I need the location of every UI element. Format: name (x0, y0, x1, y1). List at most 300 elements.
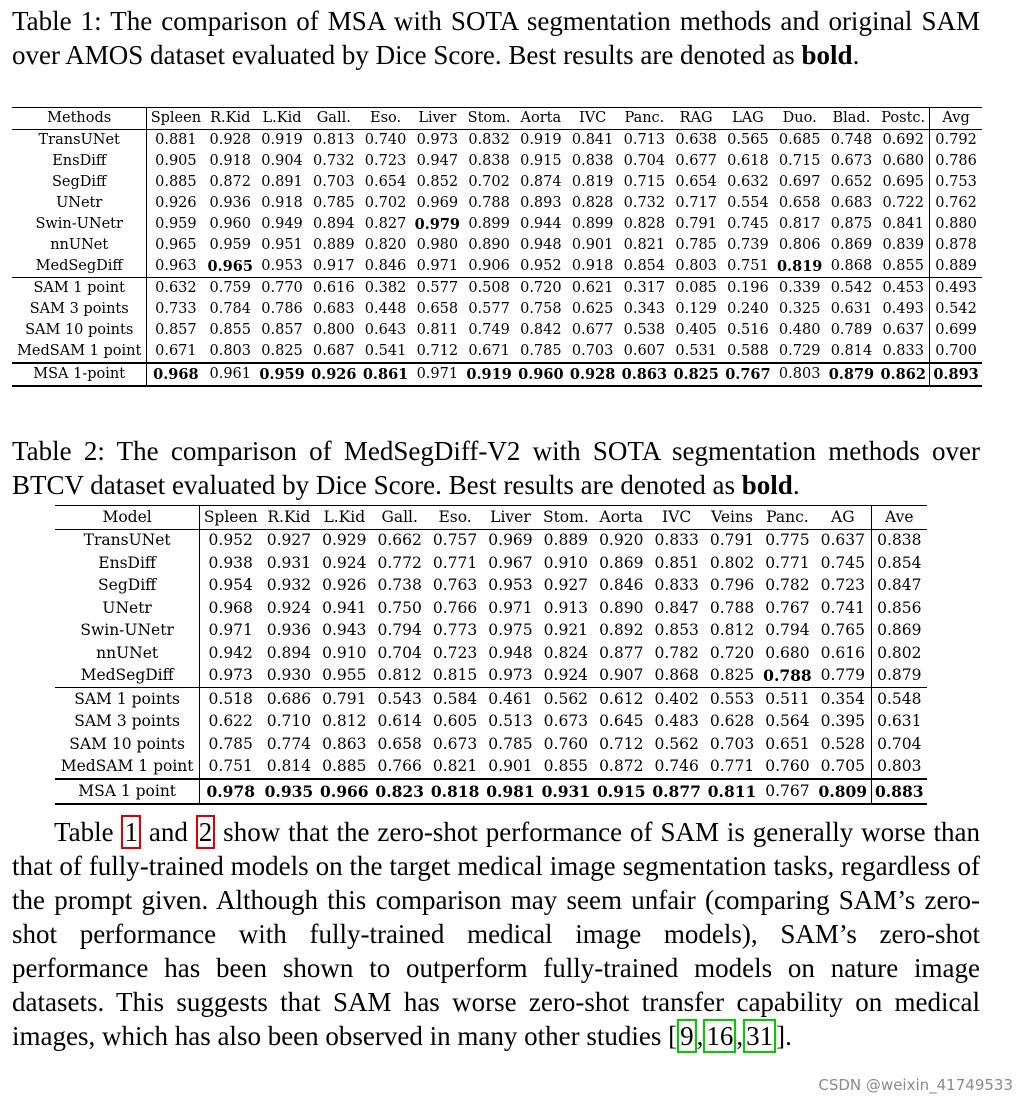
score-cell: 0.448 (364, 301, 407, 317)
score-cell: 0.869 (877, 621, 922, 640)
method-name: SAM 10 points (12, 320, 147, 341)
score-cell: 0.779 (815, 665, 871, 688)
score-cell: 0.811 (416, 322, 459, 338)
score-cell: 0.906 (468, 258, 510, 274)
column-header: Liver (490, 507, 531, 526)
citation-link-9[interactable]: 9 (677, 1019, 697, 1053)
score-cell: 0.935 (261, 779, 316, 804)
score-cell: 0.702 (364, 195, 407, 211)
score-cell: 0.806 (778, 237, 821, 253)
column-header: Eso. (369, 110, 402, 126)
score-cell: 0.944 (520, 216, 562, 232)
score-cell: 0.847 (654, 598, 699, 617)
score-cell: 0.699 (935, 322, 977, 338)
score-cell: 0.621 (567, 278, 619, 300)
score-cell: 0.763 (432, 576, 478, 595)
score-cell: 0.772 (377, 553, 422, 572)
table-row (12, 130, 982, 152)
watermark: CSDN @weixin_41749533 (818, 1076, 1013, 1094)
score-cell: 0.765 (815, 620, 871, 643)
column-header: RAG (679, 110, 713, 126)
score-cell: 0.872 (599, 757, 644, 776)
score-cell: 0.723 (432, 643, 478, 662)
score-cell: 0.343 (623, 301, 666, 317)
score-cell: 0.960 (209, 216, 252, 232)
score-cell: 0.680 (765, 643, 810, 662)
score-cell: 0.773 (432, 621, 478, 640)
score-cell: 0.891 (261, 174, 303, 190)
table1-caption-bold: bold (801, 40, 853, 70)
score-cell: 0.899 (468, 216, 510, 232)
score-cell: 0.771 (432, 553, 478, 572)
score-cell: 0.614 (377, 712, 422, 731)
score-cell: 0.890 (468, 237, 510, 253)
score-cell: 0.862 (877, 363, 929, 386)
score-cell: 0.382 (360, 278, 412, 300)
table-row (55, 733, 927, 756)
method-name: MedSAM 1 point (12, 341, 147, 363)
score-cell: 0.767 (722, 363, 774, 386)
score-cell: 0.959 (209, 237, 252, 253)
score-cell: 0.907 (599, 666, 644, 685)
score-cell: 0.767 (760, 779, 815, 804)
table2-caption (12, 434, 980, 502)
score-cell: 0.704 (377, 643, 422, 662)
method-name: MedSAM 1 point (55, 756, 200, 780)
score-cell: 0.874 (520, 174, 562, 190)
score-cell: 0.942 (208, 643, 253, 662)
score-cell: 0.643 (364, 322, 407, 338)
citation-link-31[interactable]: 31 (743, 1019, 776, 1053)
score-cell: 0.905 (155, 153, 197, 169)
score-cell: 0.461 (483, 688, 538, 711)
score-cell: 0.453 (877, 278, 929, 300)
score-cell: 0.915 (520, 153, 562, 169)
score-cell: 0.616 (308, 278, 360, 300)
score-cell: 0.483 (654, 712, 699, 731)
table1-caption-end: . (852, 40, 860, 70)
score-cell: 0.892 (599, 621, 644, 640)
score-cell: 0.748 (830, 132, 873, 148)
score-cell: 0.760 (765, 757, 810, 776)
score-cell: 0.794 (377, 621, 422, 640)
score-cell: 0.543 (372, 688, 427, 711)
method-name: Swin-UNetr (12, 214, 147, 235)
score-cell: 0.953 (488, 576, 533, 595)
score-cell: 0.959 (155, 216, 197, 232)
column-header: IVC (578, 110, 607, 126)
score-cell: 0.722 (877, 193, 929, 214)
score-cell: 0.717 (675, 195, 717, 211)
score-cell: 0.894 (266, 643, 312, 662)
score-cell: 0.673 (543, 712, 589, 731)
score-cell: 0.759 (204, 278, 256, 300)
score-cell: 0.738 (377, 576, 422, 595)
score-cell: 0.839 (877, 235, 929, 256)
score-cell: 0.969 (488, 531, 533, 550)
score-cell: 0.767 (765, 598, 810, 617)
score-cell: 0.965 (207, 258, 253, 275)
score-cell: 0.723 (815, 575, 871, 598)
score-cell: 0.851 (654, 553, 699, 572)
score-cell: 0.966 (317, 779, 372, 804)
score-cell: 0.819 (776, 258, 823, 275)
score-cell: 0.841 (877, 214, 929, 235)
score-cell: 0.973 (416, 132, 459, 148)
score-cell: 0.913 (543, 598, 589, 617)
score-cell: 0.782 (765, 576, 810, 595)
score-cell: 0.605 (432, 712, 478, 731)
score-cell: 0.819 (571, 174, 614, 190)
score-cell: 0.926 (308, 363, 360, 386)
amos-results-table (12, 107, 982, 387)
score-cell: 0.612 (594, 688, 649, 711)
score-cell: 0.785 (675, 237, 717, 253)
table-row (55, 552, 927, 575)
score-cell: 0.671 (468, 343, 510, 359)
score-cell: 0.967 (488, 553, 533, 572)
paragraph-text: show that the zero-shot performance of SAM is generally worse than that of fully-trained models on the target medical image segmentation tasks, regardless of the prompt given. Although this comparison may seem unfair (comparing SAM’s zero-shot performance with fully-trained medical image models), SAM’s zero-shot performance has been shown to outperform fully-trained models on nature image datasets. This suggests that SAM has worse zero-shot transfer capability on medical images, which has also been observed in many other studies [ (12, 817, 980, 1051)
score-cell: 0.671 (155, 343, 197, 359)
score-cell: 0.968 (208, 598, 253, 617)
score-cell: 0.877 (649, 779, 704, 804)
score-cell: 0.786 (935, 153, 977, 169)
score-cell: 0.686 (261, 688, 316, 711)
score-cell: 0.928 (567, 363, 619, 386)
score-cell: 0.729 (778, 343, 821, 359)
score-cell: 0.493 (877, 299, 929, 320)
score-cell: 0.803 (774, 363, 826, 386)
score-cell: 0.715 (623, 174, 666, 190)
score-cell: 0.885 (155, 174, 197, 190)
citation-separator: , (696, 1021, 704, 1051)
paragraph-text: and (140, 817, 196, 847)
score-cell: 0.677 (675, 153, 717, 169)
score-cell: 0.818 (427, 779, 482, 804)
score-cell: 0.542 (935, 301, 977, 317)
column-header: Stom. (542, 507, 589, 526)
score-cell: 0.894 (313, 216, 355, 232)
column-header: L.Kid (323, 507, 366, 526)
score-cell: 0.493 (930, 278, 982, 300)
score-cell: 0.654 (364, 174, 407, 190)
score-cell: 0.710 (266, 712, 312, 731)
score-cell: 0.833 (654, 576, 699, 595)
score-cell: 0.695 (877, 172, 929, 193)
score-cell: 0.789 (830, 322, 873, 338)
score-cell: 0.853 (654, 621, 699, 640)
score-cell: 0.904 (261, 153, 303, 169)
score-cell: 0.961 (204, 363, 256, 386)
score-cell: 0.240 (727, 301, 769, 317)
column-header: Panc. (624, 110, 665, 126)
score-cell: 0.921 (543, 621, 589, 640)
score-cell: 0.919 (463, 363, 515, 386)
score-cell: 0.965 (155, 237, 197, 253)
column-header: Panc. (766, 507, 809, 526)
score-cell: 0.658 (778, 195, 821, 211)
score-cell: 0.869 (599, 553, 644, 572)
score-cell: 0.652 (830, 174, 873, 190)
score-cell: 0.828 (623, 216, 666, 232)
score-cell: 0.885 (322, 757, 367, 776)
table-row (55, 529, 927, 552)
score-cell: 0.774 (266, 734, 312, 753)
score-cell: 0.518 (200, 688, 261, 711)
score-cell: 0.929 (322, 531, 367, 550)
score-cell: 0.405 (675, 322, 717, 338)
score-cell: 0.901 (571, 237, 614, 253)
score-cell: 0.542 (826, 278, 878, 300)
score-cell: 0.980 (416, 237, 459, 253)
score-cell: 0.751 (727, 258, 769, 274)
table-row (55, 597, 927, 620)
table1-caption (12, 4, 980, 72)
score-cell: 0.968 (147, 363, 204, 386)
score-cell: 0.651 (765, 734, 810, 753)
score-cell: 0.516 (727, 322, 769, 338)
score-cell: 0.981 (483, 779, 538, 804)
score-cell: 0.825 (670, 363, 722, 386)
score-cell: 0.855 (209, 322, 252, 338)
score-cell: 0.971 (416, 258, 459, 274)
column-header: AG (815, 506, 871, 530)
score-cell: 0.692 (877, 130, 929, 152)
method-name: SAM 3 points (12, 299, 147, 320)
score-cell: 0.339 (774, 278, 826, 300)
score-cell: 0.785 (208, 734, 253, 753)
score-cell: 0.827 (364, 216, 407, 232)
score-cell: 0.740 (364, 132, 407, 148)
score-cell: 0.823 (372, 779, 427, 804)
score-cell: 0.899 (571, 216, 614, 232)
score-cell: 0.786 (261, 301, 303, 317)
score-cell: 0.855 (877, 256, 929, 278)
score-cell: 0.811 (704, 779, 759, 804)
score-cell: 0.803 (209, 343, 252, 359)
table-row (12, 320, 982, 341)
score-cell: 0.917 (313, 258, 355, 274)
score-cell: 0.847 (877, 576, 922, 595)
score-cell: 0.577 (468, 301, 510, 317)
method-name: SAM 3 points (55, 711, 200, 734)
score-cell: 0.402 (649, 688, 704, 711)
score-cell: 0.943 (322, 621, 367, 640)
score-cell: 0.949 (261, 216, 303, 232)
score-cell: 0.824 (543, 643, 589, 662)
score-cell: 0.879 (826, 363, 878, 386)
score-cell: 0.932 (266, 576, 312, 595)
column-header: Model (55, 506, 200, 530)
score-cell: 0.812 (709, 621, 755, 640)
citation-link-16[interactable]: 16 (703, 1019, 736, 1053)
score-cell: 0.973 (208, 666, 253, 685)
score-cell: 0.766 (377, 757, 422, 776)
score-cell: 0.952 (520, 258, 562, 274)
score-cell: 0.792 (935, 132, 977, 148)
score-cell: 0.952 (208, 531, 253, 550)
score-cell: 0.803 (675, 258, 717, 274)
score-cell: 0.565 (727, 132, 769, 148)
score-cell: 0.936 (209, 195, 252, 211)
score-cell: 0.745 (815, 552, 871, 575)
score-cell: 0.480 (778, 322, 821, 338)
method-name: UNetr (12, 193, 147, 214)
table-row (55, 688, 927, 711)
score-cell: 0.771 (709, 757, 755, 776)
score-cell: 0.680 (877, 151, 929, 172)
column-header: R.Kid (267, 507, 311, 526)
method-name: EnsDiff (12, 151, 147, 172)
table-row (55, 620, 927, 643)
score-cell: 0.841 (571, 132, 614, 148)
score-cell: 0.854 (877, 553, 922, 572)
score-cell: 0.846 (364, 258, 407, 274)
score-cell: 0.878 (935, 237, 977, 253)
score-cell: 0.812 (377, 666, 422, 685)
score-cell: 0.919 (520, 132, 562, 148)
table-row (12, 151, 982, 172)
column-header: Blad. (832, 110, 871, 126)
score-cell: 0.746 (654, 757, 699, 776)
method-name: nnUNet (55, 642, 200, 665)
score-cell: 0.951 (261, 237, 303, 253)
score-cell: 0.918 (261, 195, 303, 211)
score-cell: 0.562 (654, 734, 699, 753)
score-cell: 0.893 (520, 195, 562, 211)
score-cell: 0.833 (877, 341, 929, 363)
score-cell: 0.842 (520, 322, 562, 338)
score-cell: 0.788 (709, 598, 755, 617)
header-row (12, 108, 982, 130)
score-cell: 0.645 (599, 712, 644, 731)
citation-separator: , (736, 1021, 744, 1051)
score-cell: 0.687 (313, 343, 355, 359)
score-cell: 0.775 (765, 531, 810, 550)
table-row (55, 711, 927, 734)
score-cell: 0.954 (208, 576, 253, 595)
score-cell: 0.889 (313, 237, 355, 253)
method-name: SAM 1 point (12, 278, 147, 300)
score-cell: 0.889 (543, 531, 589, 550)
score-cell: 0.732 (313, 153, 355, 169)
score-cell: 0.868 (654, 666, 699, 685)
score-cell: 0.632 (147, 278, 204, 300)
score-cell: 0.938 (208, 553, 253, 572)
score-cell: 0.553 (704, 688, 759, 711)
score-cell: 0.941 (322, 598, 367, 617)
score-cell: 0.625 (571, 301, 614, 317)
score-cell: 0.712 (599, 734, 644, 753)
score-cell: 0.796 (709, 576, 755, 595)
score-cell: 0.685 (778, 132, 821, 148)
score-cell: 0.821 (432, 757, 478, 776)
score-cell: 0.618 (727, 153, 769, 169)
score-cell: 0.395 (815, 711, 871, 734)
score-cell: 0.963 (155, 258, 197, 274)
method-name: TransUNet (12, 130, 147, 152)
score-cell: 0.749 (468, 322, 510, 338)
score-cell: 0.538 (623, 322, 666, 338)
score-cell: 0.936 (266, 621, 312, 640)
column-header: Spleen (150, 110, 202, 126)
score-cell: 0.753 (935, 174, 977, 190)
method-name: nnUNet (12, 235, 147, 256)
score-cell: 0.658 (416, 301, 459, 317)
score-cell: 0.784 (209, 301, 252, 317)
score-cell: 0.832 (468, 132, 510, 148)
score-cell: 0.838 (877, 531, 922, 550)
score-cell: 0.979 (414, 216, 461, 233)
score-cell: 0.879 (877, 666, 922, 685)
method-name: SegDiff (55, 575, 200, 598)
column-header: Avg (942, 110, 970, 126)
column-header: Liver (418, 110, 457, 126)
method-name: MedSegDiff (12, 256, 147, 278)
score-cell: 0.802 (877, 643, 922, 662)
table2-ref-link[interactable]: 2 (196, 815, 216, 849)
table-row (12, 363, 982, 386)
score-cell: 0.654 (675, 174, 717, 190)
score-cell: 0.910 (322, 643, 367, 662)
column-header: Duo. (782, 110, 817, 126)
score-cell: 0.741 (815, 597, 871, 620)
score-cell: 0.508 (463, 278, 515, 300)
score-cell: 0.971 (411, 363, 463, 386)
score-cell: 0.948 (520, 237, 562, 253)
score-cell: 0.863 (619, 363, 671, 386)
score-cell: 0.683 (830, 195, 873, 211)
score-cell: 0.854 (623, 258, 666, 274)
score-cell: 0.577 (411, 278, 463, 300)
score-cell: 0.782 (654, 643, 699, 662)
score-cell: 0.562 (538, 688, 593, 711)
score-cell: 0.901 (488, 757, 533, 776)
score-cell: 0.931 (266, 553, 312, 572)
table1-ref-link[interactable]: 1 (121, 815, 141, 849)
btcv-results-table (55, 505, 927, 805)
score-cell: 0.354 (815, 688, 871, 711)
score-cell: 0.872 (209, 174, 252, 190)
score-cell: 0.947 (416, 153, 459, 169)
table-row (12, 193, 982, 214)
score-cell: 0.948 (488, 643, 533, 662)
score-cell: 0.930 (266, 666, 312, 685)
table2-caption-bold: bold (741, 470, 793, 500)
score-cell: 0.890 (599, 598, 644, 617)
score-cell: 0.924 (543, 666, 589, 685)
score-cell: 0.825 (261, 343, 303, 359)
score-cell: 0.677 (571, 322, 614, 338)
score-cell: 0.813 (313, 132, 355, 148)
score-cell: 0.513 (488, 712, 533, 731)
score-cell: 0.703 (313, 174, 355, 190)
score-cell: 0.926 (155, 195, 197, 211)
score-cell: 0.825 (709, 666, 755, 685)
score-cell: 0.317 (619, 278, 671, 300)
score-cell: 0.732 (623, 195, 666, 211)
score-cell: 0.880 (935, 216, 977, 232)
column-header: IVC (662, 507, 692, 526)
score-cell: 0.817 (778, 216, 821, 232)
table-row (55, 756, 927, 780)
score-cell: 0.833 (654, 531, 699, 550)
table2-caption-text: Table 2: The comparison of MedSegDiff-V2 with SOTA segmentation methods over BTCV dataset evaluated by Dice Score. Best results are denoted as (12, 436, 980, 500)
score-cell: 0.861 (360, 363, 412, 386)
table-row (55, 665, 927, 688)
score-cell: 0.978 (200, 779, 261, 804)
column-header: Postc. (877, 108, 929, 130)
